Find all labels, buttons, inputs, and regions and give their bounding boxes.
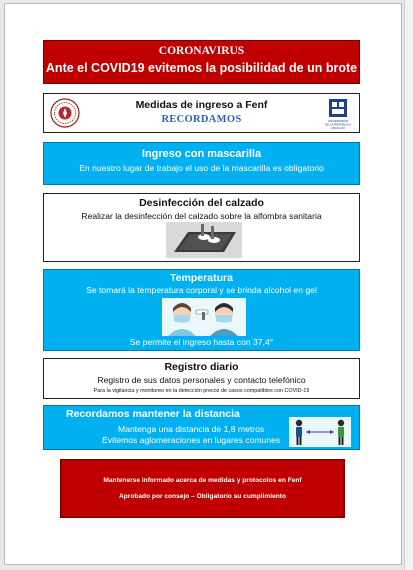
shoe-disinfection-box xyxy=(43,193,360,262)
header-title: CORONAVIRUS xyxy=(158,45,245,57)
temperature-box xyxy=(43,269,360,351)
svg-text:URUGUAY: URUGUAY xyxy=(330,126,346,130)
measures-subtitle: RECORDAMOS xyxy=(161,114,242,125)
info-footer-banner xyxy=(60,459,345,518)
distance-box xyxy=(43,405,360,450)
temperature-title: Temperatura xyxy=(170,272,233,284)
footer-line-2: Aprobado por consejo – Obligatorio su cumplimiento xyxy=(118,493,287,500)
header-subtitle: Ante el COVID19 evitemos la posibilidad de un brote xyxy=(45,61,358,75)
ingreso-measures-box xyxy=(43,93,360,133)
mask-title: Ingreso con mascarilla xyxy=(141,148,262,160)
distance-text xyxy=(102,424,280,446)
distance-line-1: Mantenga una distancia de 1,8 metros xyxy=(118,424,265,434)
register-title: Registro diario xyxy=(164,361,239,373)
register-note: Para la vigilancia y monitoreo en la detección precoz de casos compatibles con COVID-19 xyxy=(93,388,310,394)
temperature-text: Se tomará la temperatura corporal y se brinda alcohol en gel xyxy=(86,285,317,295)
footer-line-1: Mantenerse informado acerca de medidas y protocolos en Fenf xyxy=(103,477,302,484)
covid-header-banner xyxy=(43,40,360,84)
distance-title: Recordamos mantener la distancia xyxy=(66,408,240,420)
mask-text: En nuestro lugar de trabajo el uso de la mascarilla es obligatorio xyxy=(79,163,324,173)
daily-register-box xyxy=(43,358,360,399)
sanitary-mat-image xyxy=(166,222,242,258)
temperature-limit: Se permite el ingreso hasta con 37,4° xyxy=(129,337,274,347)
mask-box xyxy=(43,142,360,185)
shoe-title: Desinfección del calzado xyxy=(139,197,264,209)
faculty-seal-icon xyxy=(50,98,80,128)
svg-text:UNIVERSIDAD: UNIVERSIDAD xyxy=(327,119,349,123)
register-text: Registro de sus datos personales y contacto telefónico xyxy=(97,375,306,385)
svg-text:DE LA REPÚBLICA: DE LA REPÚBLICA xyxy=(324,122,352,127)
scrollbar[interactable] xyxy=(404,0,413,570)
university-logo-icon xyxy=(323,98,353,130)
temperature-check-image xyxy=(162,298,246,336)
social-distance-icon xyxy=(289,417,351,447)
shoe-text: Realizar la desinfección del calzado sobre la alfombra sanitaria xyxy=(81,211,322,221)
distance-line-2: Evitemos aglomeraciones en lugares comunes xyxy=(102,435,281,445)
measures-title: Medidas de ingreso a Fenf xyxy=(135,99,268,111)
